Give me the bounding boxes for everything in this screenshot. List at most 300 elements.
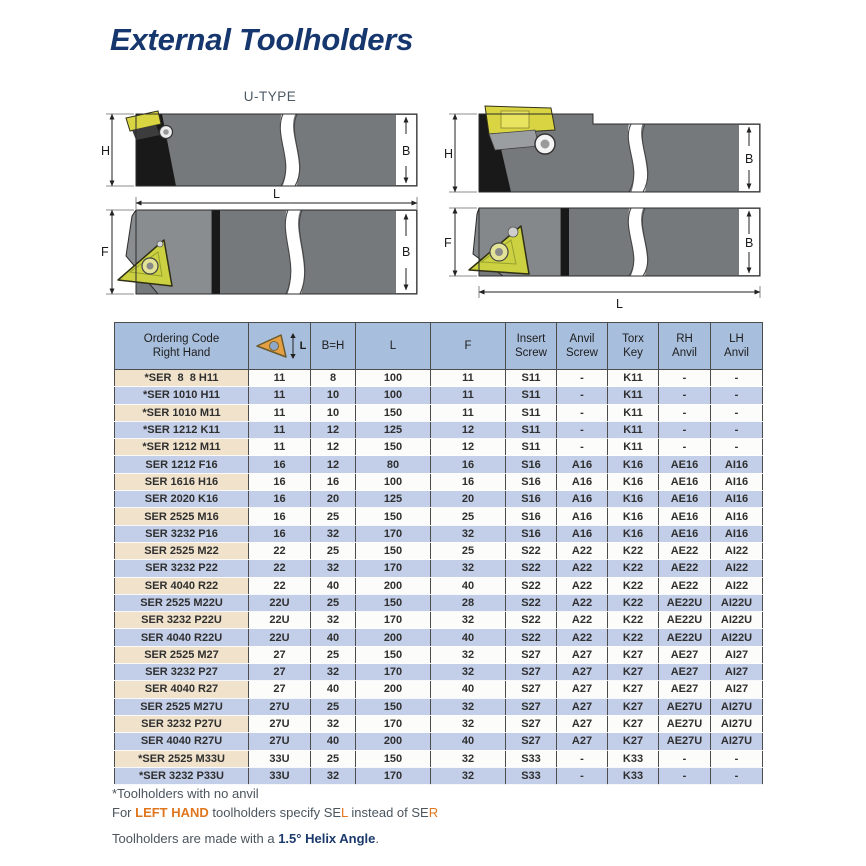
value-cell: AI22U <box>711 612 763 629</box>
value-cell: AE27 <box>659 646 711 663</box>
value-cell: 170 <box>356 612 431 629</box>
value-cell: 40 <box>311 629 356 646</box>
value-cell: 10 <box>311 387 356 404</box>
ordering-code-cell: SER 2525 M27 <box>115 646 249 663</box>
value-cell: S27 <box>506 698 557 715</box>
value-cell: K27 <box>608 646 659 663</box>
value-cell: 25 <box>431 508 506 525</box>
value-cell: 22 <box>249 577 311 594</box>
value-cell: 170 <box>356 767 431 784</box>
footnote-segment: Toolholders are made with a <box>112 831 279 846</box>
value-cell: K16 <box>608 456 659 473</box>
value-cell: S11 <box>506 387 557 404</box>
value-cell: AI16 <box>711 525 763 542</box>
torx-screw-icon <box>160 126 173 139</box>
value-cell: 200 <box>356 681 431 698</box>
value-cell: AE22U <box>659 612 711 629</box>
dim-label-l: L <box>273 187 280 201</box>
value-cell: 27U <box>249 715 311 732</box>
value-cell: 12 <box>431 421 506 438</box>
value-cell: 16 <box>249 525 311 542</box>
value-cell: AI22 <box>711 542 763 559</box>
toolholder-diagram-left <box>100 104 440 316</box>
header-lh-anvil: LH Anvil <box>711 323 763 370</box>
header-f: F <box>431 323 506 370</box>
footnote-segment: toolholders specify SE <box>208 805 342 820</box>
value-cell: A27 <box>557 733 608 750</box>
footnote-segment: For <box>112 805 136 820</box>
footnote-segment: R <box>428 805 439 820</box>
ordering-code-cell: *SER 3232 P33U <box>115 767 249 784</box>
table-row <box>115 715 763 732</box>
value-cell: 27U <box>249 733 311 750</box>
value-cell: - <box>557 439 608 456</box>
footnote-segment: *Toolholders with no anvil <box>112 786 259 801</box>
value-cell: 40 <box>311 577 356 594</box>
value-cell: 32 <box>311 715 356 732</box>
value-cell: 100 <box>356 387 431 404</box>
value-cell: AE22 <box>659 542 711 559</box>
value-cell: S27 <box>506 681 557 698</box>
value-cell: A22 <box>557 560 608 577</box>
spec-table <box>114 322 763 785</box>
value-cell: 150 <box>356 594 431 611</box>
value-cell: K22 <box>608 629 659 646</box>
table-row <box>115 594 763 611</box>
value-cell: 25 <box>311 508 356 525</box>
value-cell: AI22U <box>711 594 763 611</box>
side-view <box>444 106 760 198</box>
header-ordering-code: Ordering Code Right Hand <box>115 323 249 370</box>
value-cell: 170 <box>356 525 431 542</box>
footnote-segment: instead of SE <box>347 805 429 820</box>
value-cell: 200 <box>356 733 431 750</box>
value-cell: K22 <box>608 577 659 594</box>
top-view <box>101 206 417 298</box>
value-cell: AE22 <box>659 577 711 594</box>
value-cell: S27 <box>506 646 557 663</box>
value-cell: 25 <box>311 750 356 767</box>
value-cell: S27 <box>506 715 557 732</box>
value-cell: 32 <box>431 767 506 784</box>
value-cell: 16 <box>249 491 311 508</box>
top-view <box>444 204 760 280</box>
table-row <box>115 404 763 421</box>
ordering-code-cell: SER 2020 K16 <box>115 491 249 508</box>
value-cell: S16 <box>506 525 557 542</box>
ordering-code-cell: SER 4040 R27U <box>115 733 249 750</box>
value-cell: 150 <box>356 439 431 456</box>
value-cell: AI16 <box>711 473 763 490</box>
value-cell: 32 <box>431 750 506 767</box>
dim-label-h: H <box>444 147 454 161</box>
value-cell: 150 <box>356 404 431 421</box>
value-cell: K27 <box>608 733 659 750</box>
value-cell: - <box>557 387 608 404</box>
dim-label-f: F <box>101 245 109 259</box>
header-torx-key: Torx Key <box>608 323 659 370</box>
value-cell: S11 <box>506 439 557 456</box>
value-cell: AE22U <box>659 594 711 611</box>
value-cell: 11 <box>249 439 311 456</box>
value-cell: S33 <box>506 750 557 767</box>
value-cell: S27 <box>506 664 557 681</box>
value-cell: 150 <box>356 542 431 559</box>
value-cell: 27 <box>249 646 311 663</box>
l-dimension <box>136 187 417 209</box>
value-cell: A27 <box>557 646 608 663</box>
value-cell: S11 <box>506 404 557 421</box>
value-cell: 33U <box>249 750 311 767</box>
value-cell: AE27U <box>659 698 711 715</box>
table-row <box>115 456 763 473</box>
value-cell: K11 <box>608 387 659 404</box>
value-cell: 27 <box>249 664 311 681</box>
value-cell: A16 <box>557 473 608 490</box>
value-cell: 32 <box>431 664 506 681</box>
value-cell: K11 <box>608 370 659 387</box>
table-row <box>115 439 763 456</box>
value-cell: AI22 <box>711 577 763 594</box>
value-cell: A16 <box>557 491 608 508</box>
dim-label-f: F <box>444 236 452 250</box>
value-cell: 11 <box>431 387 506 404</box>
value-cell: - <box>711 387 763 404</box>
value-cell: S22 <box>506 612 557 629</box>
value-cell: K33 <box>608 767 659 784</box>
value-cell: 33U <box>249 767 311 784</box>
dim-label-b: B <box>745 152 754 166</box>
header-l: L <box>356 323 431 370</box>
value-cell: AE22 <box>659 560 711 577</box>
value-cell: 32 <box>311 560 356 577</box>
value-cell: 12 <box>311 456 356 473</box>
value-cell: S22 <box>506 577 557 594</box>
value-cell: 12 <box>311 439 356 456</box>
value-cell: K27 <box>608 664 659 681</box>
value-cell: AE16 <box>659 456 711 473</box>
header-rh-anvil: RH Anvil <box>659 323 711 370</box>
value-cell: 150 <box>356 750 431 767</box>
ordering-code-cell: *SER 1212 K11 <box>115 421 249 438</box>
table-row <box>115 646 763 663</box>
value-cell: 25 <box>311 542 356 559</box>
value-cell: AI27 <box>711 646 763 663</box>
value-cell: 125 <box>356 421 431 438</box>
dim-label-b: B <box>745 236 754 250</box>
ordering-code-cell: SER 3232 P22 <box>115 560 249 577</box>
value-cell: S22 <box>506 594 557 611</box>
value-cell: S16 <box>506 508 557 525</box>
value-cell: 20 <box>311 491 356 508</box>
table-row <box>115 560 763 577</box>
value-cell: 32 <box>431 698 506 715</box>
table-row <box>115 491 763 508</box>
ordering-code-cell: SER 2525 M22 <box>115 542 249 559</box>
footnote-segment: . <box>375 831 380 846</box>
value-cell: 32 <box>311 664 356 681</box>
value-cell: A22 <box>557 577 608 594</box>
value-cell: AE16 <box>659 473 711 490</box>
value-cell: - <box>557 370 608 387</box>
value-cell: K16 <box>608 525 659 542</box>
value-cell: 8 <box>311 370 356 387</box>
value-cell: AE27 <box>659 664 711 681</box>
ordering-code-cell: SER 3232 P22U <box>115 612 249 629</box>
value-cell: 40 <box>431 681 506 698</box>
ordering-code-cell: *SER 1212 M11 <box>115 439 249 456</box>
ordering-code-cell: SER 2525 M27U <box>115 698 249 715</box>
ordering-code-cell: SER 1616 H16 <box>115 473 249 490</box>
value-cell: S22 <box>506 560 557 577</box>
value-cell: AE16 <box>659 491 711 508</box>
footnote-line-2 <box>112 803 438 822</box>
table-body <box>115 370 763 785</box>
value-cell: 32 <box>431 525 506 542</box>
value-cell: 11 <box>431 370 506 387</box>
value-cell: AE27U <box>659 715 711 732</box>
value-cell: 22U <box>249 594 311 611</box>
value-cell: 32 <box>431 715 506 732</box>
value-cell: 125 <box>356 491 431 508</box>
value-cell: - <box>659 439 711 456</box>
value-cell: 25 <box>311 646 356 663</box>
value-cell: 27U <box>249 698 311 715</box>
value-cell: 170 <box>356 715 431 732</box>
table-row <box>115 629 763 646</box>
value-cell: AE27U <box>659 733 711 750</box>
value-cell: K22 <box>608 612 659 629</box>
value-cell: A22 <box>557 629 608 646</box>
value-cell: 80 <box>356 456 431 473</box>
value-cell: A27 <box>557 664 608 681</box>
value-cell: 16 <box>431 473 506 490</box>
value-cell: A27 <box>557 698 608 715</box>
value-cell: - <box>711 439 763 456</box>
ordering-code-cell: SER 2525 M22U <box>115 594 249 611</box>
table-row <box>115 542 763 559</box>
ordering-code-cell: SER 2525 M16 <box>115 508 249 525</box>
ordering-code-cell: *SER 1010 M11 <box>115 404 249 421</box>
dim-label-b: B <box>402 245 411 259</box>
value-cell: S27 <box>506 733 557 750</box>
value-cell: - <box>711 404 763 421</box>
footnote-segment: L <box>341 805 348 820</box>
table-row <box>115 733 763 750</box>
value-cell: 11 <box>249 370 311 387</box>
value-cell: K33 <box>608 750 659 767</box>
table-row <box>115 681 763 698</box>
value-cell: - <box>659 370 711 387</box>
value-cell: 22U <box>249 629 311 646</box>
insert-size-label: L <box>299 340 307 352</box>
diagram-subtitle: U-TYPE <box>243 89 297 104</box>
value-cell: S11 <box>506 421 557 438</box>
value-cell: A22 <box>557 542 608 559</box>
value-cell: - <box>557 750 608 767</box>
value-cell: A27 <box>557 681 608 698</box>
value-cell: K16 <box>608 491 659 508</box>
value-cell: 28 <box>431 594 506 611</box>
value-cell: - <box>557 767 608 784</box>
value-cell: AI27U <box>711 733 763 750</box>
ordering-code-cell: SER 1212 F16 <box>115 456 249 473</box>
value-cell: 40 <box>311 681 356 698</box>
value-cell: 32 <box>431 646 506 663</box>
value-cell: K11 <box>608 421 659 438</box>
value-cell: 150 <box>356 646 431 663</box>
value-cell: AI27U <box>711 715 763 732</box>
value-cell: A16 <box>557 525 608 542</box>
value-cell: 32 <box>311 767 356 784</box>
footnote-line-1 <box>112 784 438 803</box>
ordering-code-cell: SER 4040 R27 <box>115 681 249 698</box>
value-cell: 16 <box>249 473 311 490</box>
ordering-code-cell: *SER 1010 H11 <box>115 387 249 404</box>
value-cell: K27 <box>608 715 659 732</box>
table-row <box>115 612 763 629</box>
value-cell: 200 <box>356 629 431 646</box>
value-cell: 150 <box>356 508 431 525</box>
value-cell: - <box>557 404 608 421</box>
value-cell: 16 <box>249 456 311 473</box>
value-cell: 40 <box>431 577 506 594</box>
value-cell: K16 <box>608 508 659 525</box>
value-cell: 22 <box>249 542 311 559</box>
value-cell: 170 <box>356 560 431 577</box>
header-insert-screw: Insert Screw <box>506 323 557 370</box>
value-cell: S22 <box>506 629 557 646</box>
value-cell: 25 <box>311 698 356 715</box>
value-cell: S16 <box>506 491 557 508</box>
value-cell: - <box>659 387 711 404</box>
toolholder-diagram-right <box>443 104 783 316</box>
value-cell: S11 <box>506 370 557 387</box>
value-cell: 11 <box>431 404 506 421</box>
table-header-row <box>115 323 763 370</box>
l-dimension <box>479 286 760 311</box>
value-cell: 40 <box>311 733 356 750</box>
value-cell: - <box>557 421 608 438</box>
value-cell: K16 <box>608 473 659 490</box>
header-bh: B=H <box>311 323 356 370</box>
ordering-code-cell: SER 3232 P16 <box>115 525 249 542</box>
table-row <box>115 421 763 438</box>
value-cell: 100 <box>356 370 431 387</box>
table-row <box>115 473 763 490</box>
value-cell: - <box>659 767 711 784</box>
value-cell: AI27 <box>711 664 763 681</box>
value-cell: K11 <box>608 439 659 456</box>
dim-label-l: L <box>616 297 623 311</box>
value-cell: AE22U <box>659 629 711 646</box>
value-cell: 100 <box>356 473 431 490</box>
value-cell: 150 <box>356 698 431 715</box>
ordering-code-cell: SER 4040 R22 <box>115 577 249 594</box>
ordering-code-cell: *SER 2525 M33U <box>115 750 249 767</box>
value-cell: 40 <box>431 733 506 750</box>
value-cell: - <box>711 767 763 784</box>
value-cell: 11 <box>249 421 311 438</box>
ordering-code-cell: SER 3232 P27U <box>115 715 249 732</box>
table-row <box>115 370 763 387</box>
ordering-code-cell: SER 4040 R22U <box>115 629 249 646</box>
value-cell: AI16 <box>711 456 763 473</box>
value-cell: - <box>659 750 711 767</box>
dim-label-b: B <box>402 144 411 158</box>
ordering-code-cell: *SER 8 8 H11 <box>115 370 249 387</box>
value-cell: K27 <box>608 698 659 715</box>
value-cell: K11 <box>608 404 659 421</box>
table-row <box>115 767 763 784</box>
value-cell: 16 <box>311 473 356 490</box>
table-row <box>115 698 763 715</box>
value-cell: 25 <box>431 542 506 559</box>
value-cell: AI22 <box>711 560 763 577</box>
value-cell: A22 <box>557 594 608 611</box>
table-row <box>115 750 763 767</box>
value-cell: A16 <box>557 456 608 473</box>
footnotes <box>112 784 438 848</box>
value-cell: - <box>711 370 763 387</box>
value-cell: 40 <box>431 629 506 646</box>
value-cell: A22 <box>557 612 608 629</box>
value-cell: K22 <box>608 542 659 559</box>
value-cell: AI27U <box>711 698 763 715</box>
table-row <box>115 525 763 542</box>
ordering-code-cell: SER 3232 P27 <box>115 664 249 681</box>
value-cell: A16 <box>557 508 608 525</box>
footnote-segment: LEFT HAND <box>135 805 209 820</box>
torx-screw-icon <box>535 134 555 154</box>
value-cell: AE27 <box>659 681 711 698</box>
value-cell: K22 <box>608 594 659 611</box>
value-cell: 32 <box>311 612 356 629</box>
value-cell: S33 <box>506 767 557 784</box>
value-cell: A27 <box>557 715 608 732</box>
header-insert-size <box>249 323 311 370</box>
footnote-segment: 1.5° Helix Angle <box>278 831 376 846</box>
value-cell: S16 <box>506 456 557 473</box>
value-cell: 170 <box>356 664 431 681</box>
value-cell: AI16 <box>711 508 763 525</box>
value-cell: - <box>711 750 763 767</box>
threading-insert-icon <box>253 332 299 360</box>
value-cell: AI22U <box>711 629 763 646</box>
table-row <box>115 664 763 681</box>
value-cell: - <box>711 421 763 438</box>
value-cell: AI16 <box>711 491 763 508</box>
value-cell: AE16 <box>659 508 711 525</box>
value-cell: 12 <box>431 439 506 456</box>
value-cell: S16 <box>506 473 557 490</box>
dim-label-h: H <box>101 144 111 158</box>
page-title: External Toolholders <box>110 22 414 57</box>
value-cell: AI27 <box>711 681 763 698</box>
header-anvil-screw: Anvil Screw <box>557 323 608 370</box>
value-cell: 12 <box>311 421 356 438</box>
side-view <box>101 110 417 190</box>
value-cell: 27 <box>249 681 311 698</box>
table-row <box>115 577 763 594</box>
table-row <box>115 387 763 404</box>
value-cell: 32 <box>431 560 506 577</box>
value-cell: 11 <box>249 404 311 421</box>
value-cell: 10 <box>311 404 356 421</box>
value-cell: 16 <box>249 508 311 525</box>
value-cell: 25 <box>311 594 356 611</box>
table-row <box>115 508 763 525</box>
